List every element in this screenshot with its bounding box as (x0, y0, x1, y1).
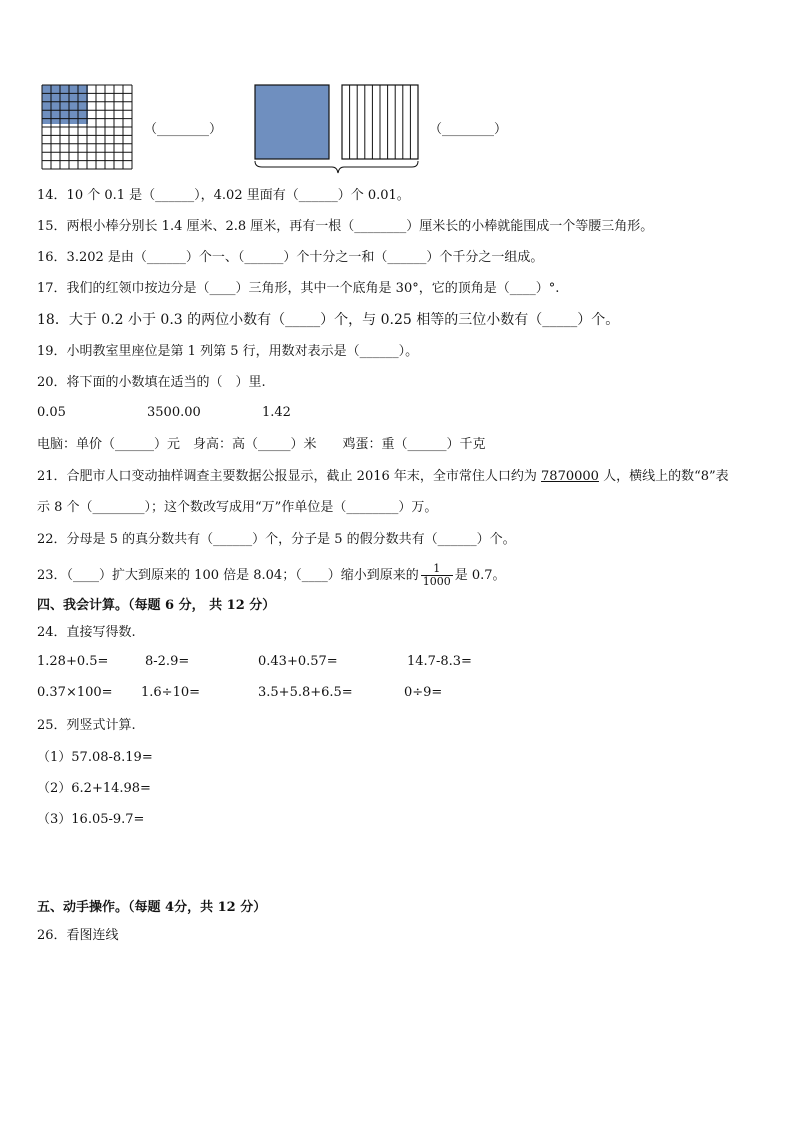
q20-number-3: 1.42 (262, 405, 291, 420)
calc-1-4: 14.7-8.3= (407, 654, 472, 669)
question-20: 20．将下面的小数填在适当的（ ）里. (37, 375, 266, 390)
calc-2-4: 0÷9= (404, 685, 443, 700)
q21-text-a: 21．合肥市人口变动抽样调查主要数据公报显示，截止 2016 年末，全市常住人口约为 (37, 469, 542, 484)
hundred-grid-figure (41, 84, 133, 170)
full-shaded-square (255, 85, 329, 159)
question-22: 22．分母是 5 的真分数共有（______）个，分子是 5 的假分数共有（______）个。 (37, 532, 516, 547)
q21-population-number: 7870000 (541, 469, 599, 484)
column-calc-3: （3）16.05-9.7= (37, 812, 145, 827)
section-4-title: 四、我会计算。（每题 6 分， 共 12 分） (37, 598, 276, 613)
question-26: 26．看图连线 (37, 928, 119, 943)
q23-text-a: 23．（____）扩大到原来的 100 倍是 8.04；（____）缩小到原来的 (37, 568, 419, 583)
fraction-numerator: 1 (421, 563, 453, 576)
figure-blank-right: （________） (429, 122, 508, 137)
question-21-line1 (37, 467, 729, 487)
question-15: 15．两根小棒分别长 1.4 厘米、2.8 厘米，再有一根（________）厘米长的小棒就能围成一个等腰三角形。 (37, 219, 654, 234)
calc-2-2: 1.6÷10= (141, 685, 201, 700)
q20-fill-line: 电脑：单价（______）元 身高：高（_____）米 鸡蛋：重（______）千克 (37, 437, 486, 452)
q20-number-2: 3500.00 (147, 405, 201, 420)
calc-1-3: 0.43+0.57= (258, 654, 338, 669)
decimal-squares-figure (252, 83, 424, 175)
calc-1-2: 8-2.9= (145, 654, 190, 669)
question-18: 18．大于 0.2 小于 0.3 的两位小数有（_____）个，与 0.25 相等的三位小数有（_____）个。 (37, 312, 620, 328)
brace (255, 161, 418, 173)
question-21-line2: 示 8 个（________）；这个数改写成用“万”作单位是（________）万。 (37, 500, 438, 515)
calc-1-1: 1.28+0.5= (37, 654, 109, 669)
q23-text-b: 是 0.7。 (454, 568, 506, 583)
question-24: 24．直接写得数. (37, 625, 136, 640)
question-23 (37, 562, 506, 590)
question-25: 25．列竖式计算. (37, 718, 136, 733)
q21-text-b: 人，横线上的数“8”表 (598, 469, 729, 484)
question-16: 16．3.202 是由（______）个一、（______）个十分之一和（______）个千分之一组成。 (37, 250, 544, 265)
calc-2-1: 0.37×100= (37, 685, 113, 700)
q20-number-1: 0.05 (37, 405, 66, 420)
question-14: 14．10 个 0.1 是（______），4.02 里面有（______）个 0.01。 (37, 188, 410, 203)
column-calc-1: （1）57.08-8.19= (37, 750, 153, 765)
fraction-denominator: 1000 (422, 575, 451, 588)
section-5-title: 五、动手操作。（每题 4分，共 12 分） (37, 900, 267, 915)
figure-blank-left: （________） (144, 122, 223, 137)
question-17: 17．我们的红领巾按边分是（____）三角形，其中一个底角是 30°，它的顶角是（____）°. (37, 281, 560, 296)
fraction (421, 563, 453, 588)
question-19: 19．小明教室里座位是第 1 列第 5 行，用数对表示是（______）。 (37, 344, 419, 359)
calc-2-3: 3.5+5.8+6.5= (258, 685, 353, 700)
column-calc-2: （2）6.2+14.98= (37, 781, 151, 796)
